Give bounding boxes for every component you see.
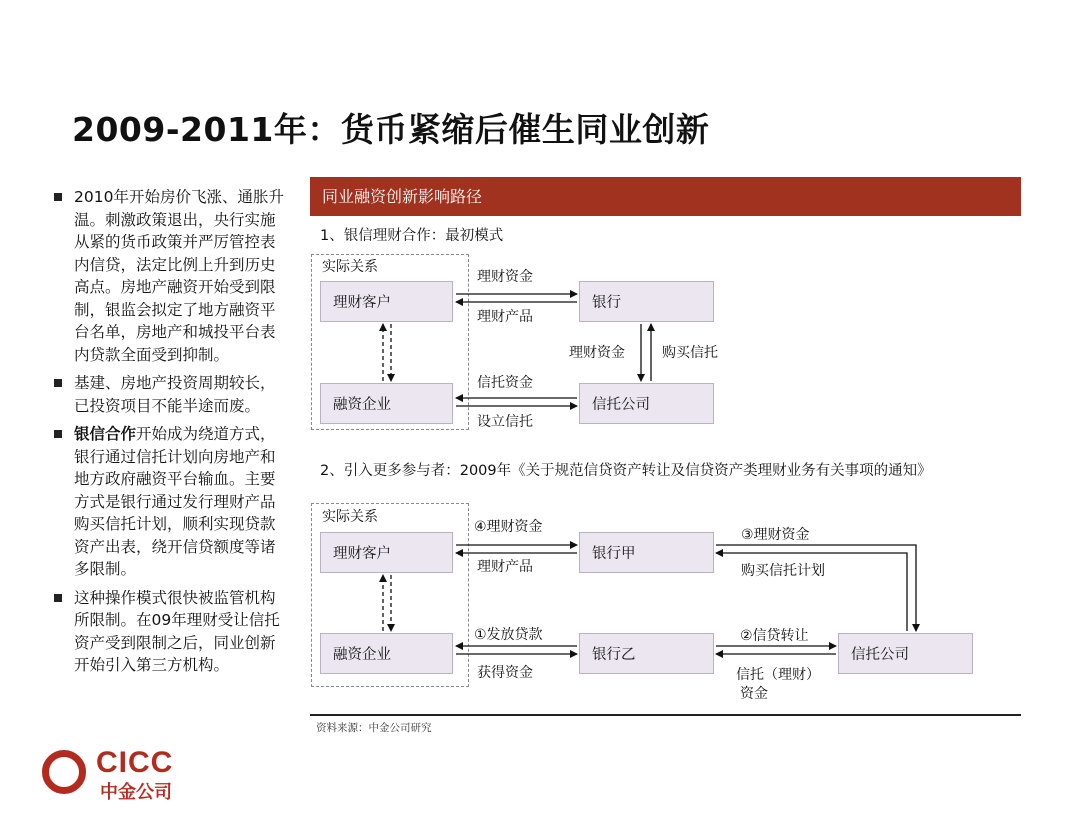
bullet-text: 开始成为绕道方式，银行通过信托计划向房地产和地方政府融资平台输血。主要方式是银行通过发行理财产品购买信托计划，顺利实现贷款资产出表，绕开信贷额度等诸多限制。 <box>74 425 276 578</box>
bullet-text: 2010年开始房价飞涨、通胀升温。刺激政策退出，央行实施从紧的货币政策并严厉管控表内信贷，法定比例上升到历史高点。房地产融资开始受到限制，银监会拟定了地方融资平台名单，房地产和城投平台表内贷款全面受到抑制。 <box>74 188 284 364</box>
bullet-text: 基建、房地产投资周期较长，已投资项目不能半途而废。 <box>74 374 276 415</box>
section2-group-label: 实际关系 <box>322 509 378 525</box>
s2-label-b-lower: 购买信托计划 <box>741 563 825 579</box>
section2-heading: 2、引入更多参与者：2009年《关于规范信贷资产转让及信贷资产类理财业务有关事项的通知》 <box>320 463 932 479</box>
section1-group-label: 实际关系 <box>322 259 378 275</box>
section2-client-box: 理财客户 <box>320 532 453 573</box>
s2-label-a-lower: 理财产品 <box>477 559 533 575</box>
s2-label-a-upper: ④理财资金 <box>474 519 543 535</box>
section1-trust-box: 信托公司 <box>579 383 714 424</box>
s1-label-top-upper: 理财资金 <box>477 269 533 285</box>
s2-label-d-upper: ②信贷转让 <box>740 628 809 644</box>
section1-client-box: 理财客户 <box>320 281 453 322</box>
s2-label-d-lower-1: 信托（理财） <box>736 667 820 683</box>
s2-label-d-lower-2: 资金 <box>740 686 768 702</box>
section2-enterprise-box: 融资企业 <box>320 633 453 674</box>
logo-ring-icon <box>42 750 86 794</box>
logo-en: CICC <box>96 746 174 779</box>
section2-trust-box: 信托公司 <box>838 633 973 674</box>
section2-bankA-box: 银行甲 <box>579 532 714 573</box>
s2-arrow-bankA-to-trust <box>716 545 916 631</box>
section2-bankB-box: 银行乙 <box>579 633 714 674</box>
s1-label-mid-left: 理财资金 <box>569 345 625 361</box>
page-title: 2009-2011年：货币紧缩后催生同业创新 <box>72 110 710 149</box>
section1-enterprise-box: 融资企业 <box>320 383 453 424</box>
s1-label-top-lower: 理财产品 <box>477 309 533 325</box>
panel-header: 同业融资创新影响路径 <box>310 177 1021 216</box>
s2-arrow-trust-to-bankA <box>716 553 907 631</box>
cicc-logo <box>38 746 208 808</box>
bullet-bold: 银信合作 <box>74 425 137 443</box>
s2-label-c-upper: ①发放贷款 <box>474 627 543 643</box>
s2-label-c-lower: 获得资金 <box>477 665 533 681</box>
s1-label-mid-right: 购买信托 <box>662 345 718 361</box>
source-divider <box>310 714 1021 716</box>
source-note: 资料来源：中金公司研究 <box>316 722 432 734</box>
bullet-text: 这种操作模式很快被监管机构所限制。在09年理财受让信托资产受到限制之后，同业创新开始引入第三方机构。 <box>74 588 280 674</box>
section1-heading: 1、银信理财合作：最初模式 <box>320 228 504 244</box>
section1-bank-box: 银行 <box>579 281 714 322</box>
logo-cn: 中金公司 <box>100 782 172 803</box>
s1-label-bottom-lower: 设立信托 <box>477 414 533 430</box>
s1-label-bottom-upper: 信托资金 <box>477 375 533 391</box>
s2-label-b-upper: ③理财资金 <box>741 527 810 543</box>
